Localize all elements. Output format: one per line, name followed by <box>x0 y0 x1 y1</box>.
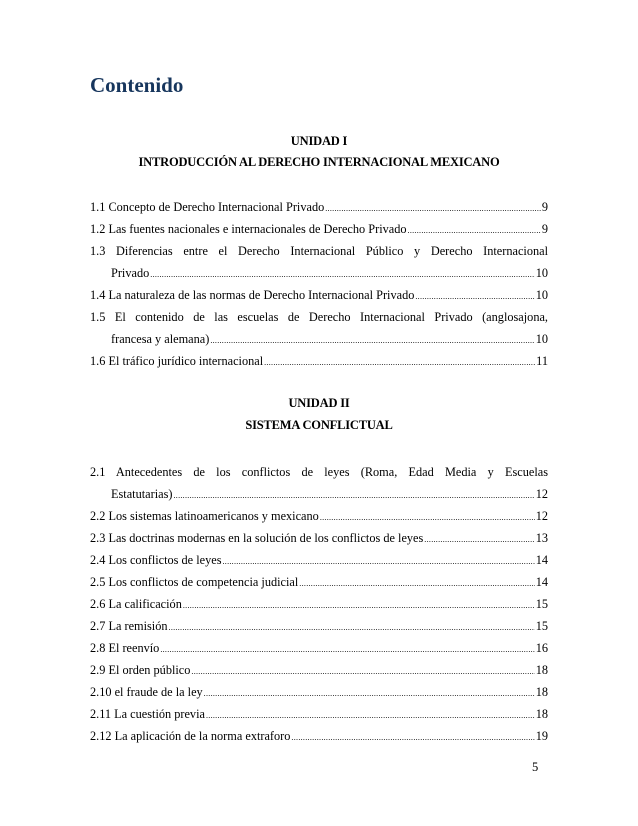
toc-entry-2-10[interactable] <box>90 681 548 703</box>
unit-1-subheading: INTRODUCCIÓN AL DERECHO INTERNACIONAL MEXICANO <box>138 155 500 169</box>
toc-entry-2-8[interactable] <box>90 637 548 659</box>
toc-entry-2-5[interactable] <box>90 571 548 593</box>
dot-leader <box>291 734 534 742</box>
dot-leader <box>264 359 535 367</box>
toc-entry-label: 2.8 El reenvío <box>90 641 160 655</box>
toc-entry-1-2[interactable] <box>90 218 548 240</box>
toc-entry-page: 15 <box>535 597 548 611</box>
toc-entry-2-12[interactable] <box>90 725 548 747</box>
toc-entry-1-3[interactable] <box>111 262 548 284</box>
toc-entry-page: 14 <box>535 575 548 589</box>
dot-leader <box>408 227 541 235</box>
toc-entry-page: 10 <box>535 266 548 280</box>
toc-entry-page: 15 <box>535 619 548 633</box>
toc-entry-2-2[interactable] <box>90 505 548 527</box>
toc-entry-page: 18 <box>535 685 548 699</box>
toc-entry-label: Estatutarias) <box>111 487 173 501</box>
toc-entry-2-7[interactable] <box>90 615 548 637</box>
toc-entry-1-3-line1[interactable]: 1.3 Diferencias entre el Derecho Internacional Público y Derecho Internacional <box>90 244 548 258</box>
toc-entry-page: 10 <box>535 332 548 346</box>
toc-entry-label: 2.9 El orden público <box>90 663 191 677</box>
toc-entry-page: 12 <box>535 487 548 501</box>
dot-leader <box>325 205 541 213</box>
dot-leader <box>415 293 534 301</box>
dot-leader <box>424 536 534 544</box>
toc-entry-label: 1.2 Las fuentes nacionales e internacionales de Derecho Privado <box>90 222 407 236</box>
toc-entry-label: 2.10 el fraude de la ley <box>90 685 203 699</box>
toc-entry-2-11[interactable] <box>90 703 548 725</box>
toc-entry-page: 18 <box>535 707 548 721</box>
toc-entry-page: 19 <box>535 729 548 743</box>
dot-leader <box>204 690 535 698</box>
toc-entry-page: 9 <box>541 222 548 236</box>
toc-entry-label: 2.12 La aplicación de la norma extraforo <box>90 729 291 743</box>
toc-entry-page: 9 <box>541 200 548 214</box>
toc-entry-page: 14 <box>535 553 548 567</box>
toc-entry-page: 13 <box>535 531 548 545</box>
toc-entry-label: 2.5 Los conflictos de competencia judicial <box>90 575 299 589</box>
toc-entry-2-1-line1[interactable]: 2.1 Antecedentes de los conflictos de leyes (Roma, Edad Media y Escuelas <box>90 465 548 479</box>
toc-entry-label: 2.4 Los conflictos de leyes <box>90 553 222 567</box>
toc-title: Contenido <box>90 73 184 97</box>
dot-leader <box>160 646 534 654</box>
toc-entry-label: 2.6 La calificación <box>90 597 182 611</box>
toc-entry-1-4[interactable] <box>90 284 548 306</box>
toc-entry-label: 2.7 La remisión <box>90 619 168 633</box>
toc-entry-2-3[interactable] <box>90 527 548 549</box>
toc-entry-2-1[interactable] <box>111 483 548 505</box>
toc-entry-label: 2.2 Los sistemas latinoamericanos y mexicano <box>90 509 319 523</box>
toc-entry-1-5-line1[interactable]: 1.5 El contenido de las escuelas de Derecho Internacional Privado (anglosajona, <box>90 310 548 324</box>
dot-leader <box>222 558 534 566</box>
toc-entry-label: 1.6 El tráfico jurídico internacional <box>90 354 264 368</box>
toc-entry-2-6[interactable] <box>90 593 548 615</box>
toc-entry-label: 2.3 Las doctrinas modernas en la solución de los conflictos de leyes <box>90 531 424 545</box>
toc-entry-1-5[interactable] <box>111 328 548 350</box>
toc-entry-page: 12 <box>535 509 548 523</box>
dot-leader <box>173 492 534 500</box>
toc-entry-1-1[interactable] <box>90 196 548 218</box>
toc-entry-2-9[interactable] <box>90 659 548 681</box>
unit-2-heading: UNIDAD II <box>288 396 350 410</box>
dot-leader <box>299 580 534 588</box>
toc-entry-label: Privado <box>111 266 150 280</box>
toc-entry-page: 11 <box>536 354 548 368</box>
toc-entry-label: 1.4 La naturaleza de las normas de Derecho Internacional Privado <box>90 288 415 302</box>
toc-entry-page: 16 <box>535 641 548 655</box>
toc-entry-label: 1.1 Concepto de Derecho Internacional Privado <box>90 200 325 214</box>
dot-leader <box>206 712 535 720</box>
dot-leader <box>210 337 534 345</box>
toc-entry-page: 10 <box>535 288 548 302</box>
dot-leader <box>320 514 535 522</box>
dot-leader <box>169 624 535 632</box>
dot-leader <box>150 271 534 279</box>
toc-entry-label: francesa y alemana) <box>111 332 210 346</box>
dot-leader <box>183 602 535 610</box>
toc-entry-page: 18 <box>535 663 548 677</box>
toc-entry-1-6[interactable] <box>90 350 548 372</box>
toc-entry-2-4[interactable] <box>90 549 548 571</box>
unit-1-heading: UNIDAD I <box>290 134 348 148</box>
page-number: 5 <box>532 760 539 774</box>
unit-2-subheading: SISTEMA CONFLICTUAL <box>245 418 393 432</box>
dot-leader <box>191 668 534 676</box>
toc-entry-label: 2.11 La cuestión previa <box>90 707 205 721</box>
